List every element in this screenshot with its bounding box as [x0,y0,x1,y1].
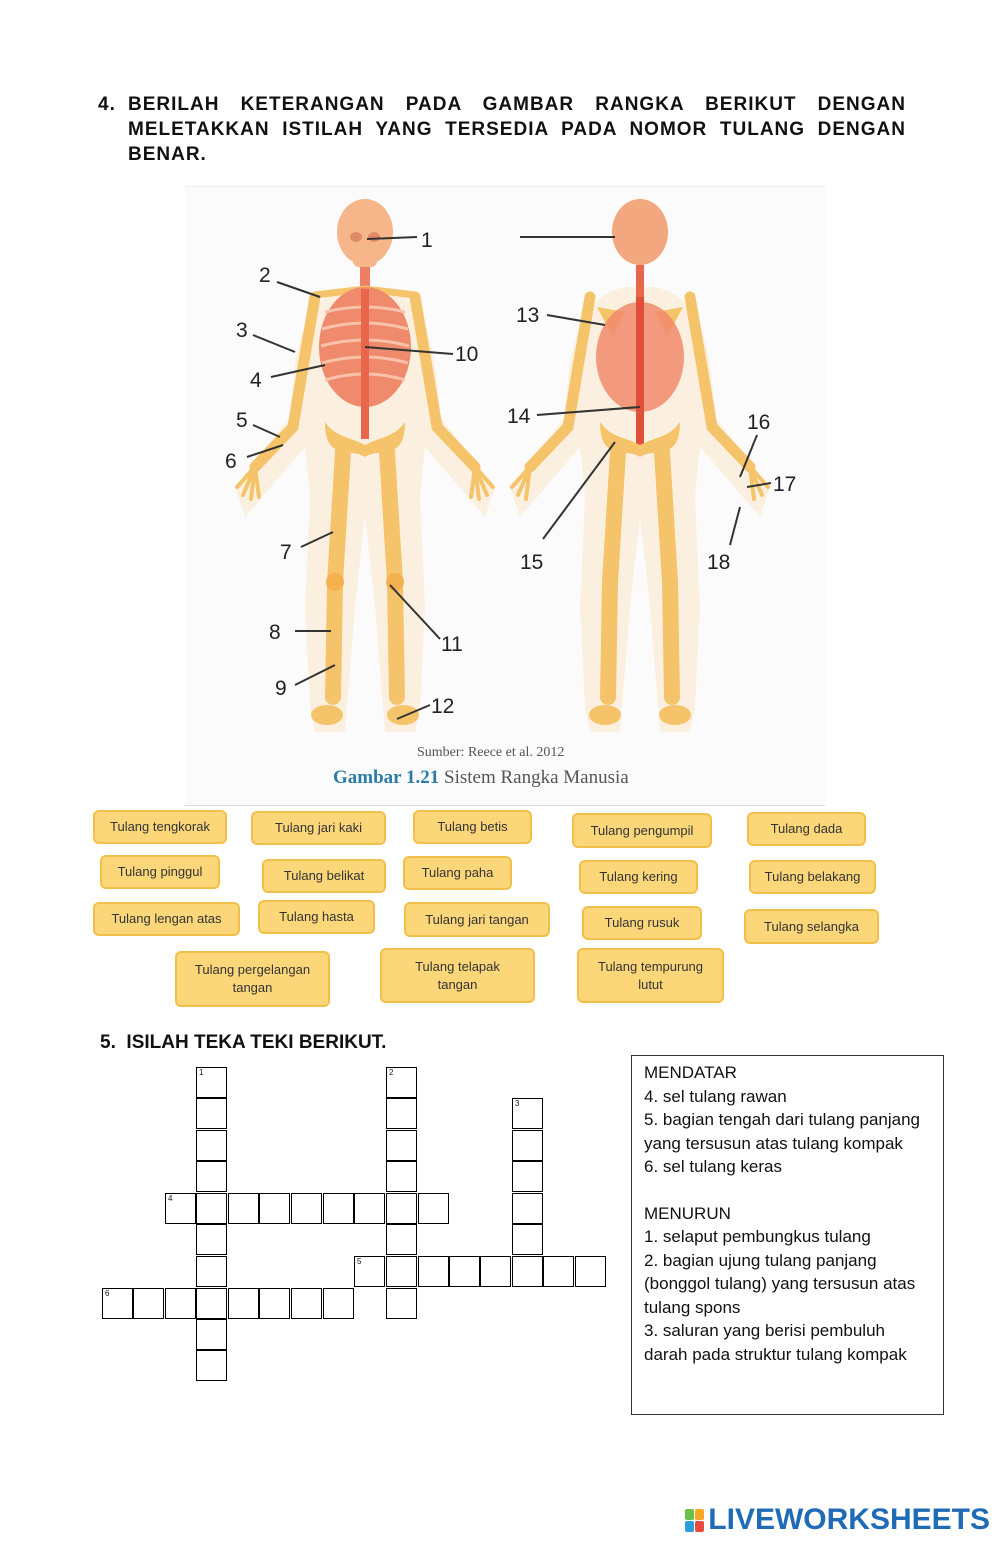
clues-box [631,1055,944,1415]
question-5-text: ISILAH TEKA TEKI BERIKUT. [126,1032,387,1053]
back-skeleton [510,199,770,732]
crossword-cell[interactable] [418,1193,449,1224]
clue-number-2: 2 [389,1068,394,1077]
crossword-cell[interactable] [165,1193,196,1224]
chip-tulang-betis[interactable]: Tulang betis [413,810,532,844]
crossword-cell[interactable] [386,1161,417,1192]
down-clue-3: 3. saluran yang berisi pembuluh darah pada struktur tulang kompak [644,1321,907,1364]
chip-tulang-tempurung-lutut[interactable]: Tulang tempurung lutut [577,948,724,1003]
label-15: 15 [520,551,544,574]
skeleton-illustration [185,187,825,805]
chip-tulang-pinggul[interactable]: Tulang pinggul [100,855,220,889]
chip-tulang-telapak-tangan[interactable]: Tulang telapak tangan [380,948,535,1003]
chip-tulang-belakang[interactable]: Tulang belakang [749,860,876,894]
label-13: 13 [516,304,540,327]
crossword-cell[interactable] [102,1288,133,1319]
chip-tulang-kering[interactable]: Tulang kering [579,860,698,894]
across-clue-6: 6. sel tulang keras [644,1157,782,1176]
label-16: 16 [747,411,771,434]
crossword-cell[interactable] [512,1193,543,1224]
chip-tulang-jari-tangan[interactable]: Tulang jari tangan [404,902,550,937]
crossword-cell[interactable] [386,1130,417,1161]
crossword-cell[interactable] [165,1288,196,1319]
clue-number-1: 1 [199,1068,204,1077]
crossword-cell[interactable] [228,1193,259,1224]
crossword-cell[interactable] [196,1161,227,1192]
crossword-cell[interactable] [291,1193,322,1224]
label-9: 9 [275,677,287,700]
chip-tulang-paha[interactable]: Tulang paha [403,856,512,890]
crossword-cell[interactable] [196,1256,227,1287]
question-4-text: BERILAH KETERANGAN PADA GAMBAR RANGKA BERIKUT DENGAN MELETAKKAN ISTILAH YANG TERSEDIA PADA NOMOR TULANG DENGAN BENAR. [128,94,906,165]
crossword-cell[interactable] [512,1224,543,1255]
crossword-cell[interactable] [418,1256,449,1287]
label-14: 14 [507,405,531,428]
crossword-cell[interactable] [259,1193,290,1224]
question-4 [98,92,906,167]
crossword-cell[interactable] [133,1288,164,1319]
down-clue-1: 1. selaput pembungkus tulang [644,1227,871,1246]
chip-tulang-belikat[interactable]: Tulang belikat [262,859,386,893]
crossword-cell[interactable] [386,1067,417,1098]
chip-tulang-rusuk[interactable]: Tulang rusuk [582,906,702,940]
crossword-cell[interactable] [386,1098,417,1129]
crossword-cell[interactable] [354,1256,385,1287]
crossword-cell[interactable] [512,1098,543,1129]
crossword-cell[interactable] [386,1288,417,1319]
label-7: 7 [280,541,292,564]
label-11: 11 [441,633,463,656]
crossword-cell[interactable] [354,1193,385,1224]
crossword-cell[interactable] [449,1256,480,1287]
clue-number-4: 4 [168,1194,173,1203]
liveworksheets-logo [685,1503,990,1537]
across-clue-5: 5. bagian tengah dari tulang panjang yang tersusun atas tulang kompak [644,1110,921,1153]
across-clue-4: 4. sel tulang rawan [644,1086,787,1106]
crossword-cell[interactable] [228,1288,259,1319]
figure-source: Sumber: Reece et al. 2012 [417,745,565,760]
crossword-cell[interactable] [512,1256,543,1287]
liveworksheets-logo-icon [685,1509,704,1532]
label-8: 8 [269,621,281,644]
label-5: 5 [236,409,248,432]
clue-number-5: 5 [357,1257,362,1266]
crossword-cell[interactable] [386,1224,417,1255]
figure-caption-number: Gambar 1.21 [333,767,440,788]
crossword-cell[interactable] [512,1161,543,1192]
crossword-cell[interactable] [291,1288,322,1319]
skeleton-figure [185,186,825,806]
clue-number-3: 3 [515,1099,520,1108]
crossword-cell[interactable] [543,1256,574,1287]
question-4-number: 4. [98,94,116,115]
down-title: MENURUN [644,1203,731,1223]
chip-tulang-pergelangan-tangan[interactable]: Tulang pergelangan tangan [175,951,330,1007]
across-title: MENDATAR [644,1063,737,1082]
question-5-number: 5. [100,1032,116,1053]
label-6: 6 [225,450,237,473]
crossword-cell[interactable] [386,1193,417,1224]
crossword-cell[interactable] [196,1067,227,1098]
chip-tulang-dada[interactable]: Tulang dada [747,812,866,846]
figure-caption [333,767,629,789]
label-3: 3 [236,319,248,342]
crossword-cell[interactable] [196,1130,227,1161]
label-2: 2 [259,264,271,287]
crossword-cell[interactable] [196,1319,227,1350]
crossword-cell[interactable] [196,1098,227,1129]
crossword-cell[interactable] [323,1193,354,1224]
chip-tulang-tengkorak[interactable]: Tulang tengkorak [93,810,227,844]
label-12: 12 [431,695,455,718]
crossword-cell[interactable] [196,1224,227,1255]
crossword-cell[interactable] [575,1256,606,1287]
question-5 [100,1032,386,1054]
crossword-cell[interactable] [259,1288,290,1319]
clue-number-6: 6 [105,1289,110,1298]
label-17: 17 [773,473,797,496]
crossword-cell[interactable] [512,1130,543,1161]
crossword-cell[interactable] [196,1193,227,1224]
crossword-cell[interactable] [480,1256,511,1287]
chip-tulang-jari-kaki[interactable]: Tulang jari kaki [251,811,386,845]
label-4: 4 [250,369,262,392]
chip-tulang-lengan-atas[interactable]: Tulang lengan atas [93,902,240,936]
liveworksheets-brand-text: LIVEWORKSHEETS [708,1503,990,1536]
chip-tulang-hasta[interactable]: Tulang hasta [258,900,375,934]
figure-caption-title: Sistem Rangka Manusia [439,767,629,788]
label-1: 1 [421,229,433,252]
chip-tulang-selangka[interactable]: Tulang selangka [744,909,879,944]
label-10: 10 [455,343,479,366]
chip-tulang-pengumpil[interactable]: Tulang pengumpil [572,813,712,848]
crossword-cell[interactable] [196,1288,227,1319]
crossword-cell[interactable] [323,1288,354,1319]
crossword-cell[interactable] [196,1350,227,1381]
label-18: 18 [707,551,731,574]
crossword-cell[interactable] [386,1256,417,1287]
down-clue-2: 2. bagian ujung tulang panjang (bonggol tulang) yang tersusun atas tulang spons [644,1250,916,1317]
